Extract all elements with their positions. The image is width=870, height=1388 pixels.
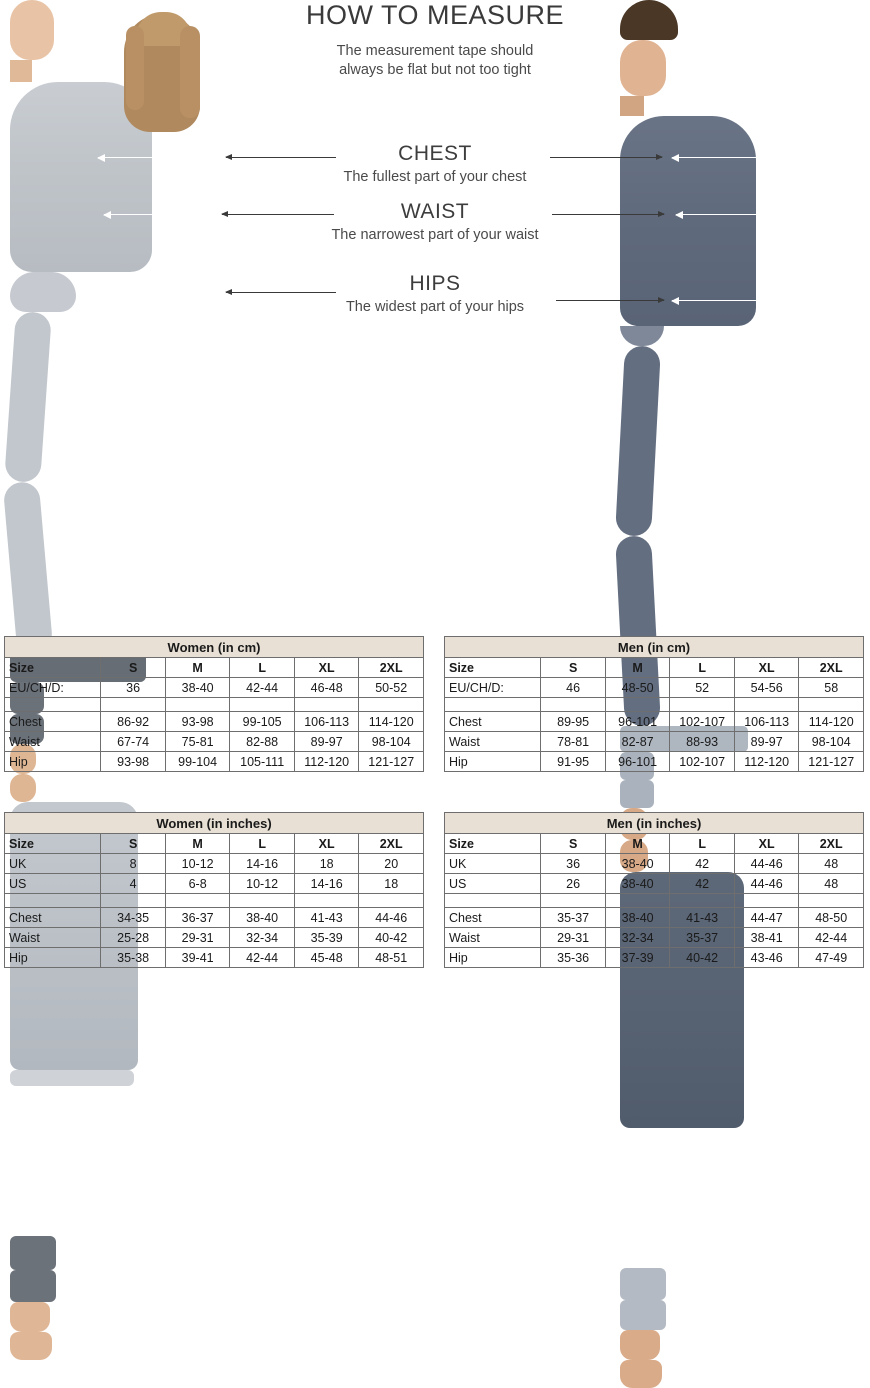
table-cell	[230, 894, 295, 908]
table-cell: 38-41	[734, 928, 799, 948]
table-cell: 48-50	[799, 908, 864, 928]
table-cell: 105-111	[230, 752, 295, 772]
size-table-women-inches	[4, 812, 424, 968]
table-cell: 52	[670, 678, 735, 698]
table-cell: 75-81	[165, 732, 230, 752]
table-header-row	[445, 658, 864, 678]
chest-label: CHEST	[398, 142, 472, 165]
table-cell: 121-127	[799, 752, 864, 772]
table-cell: 37-39	[605, 948, 670, 968]
table-caption: Women (in inches)	[5, 813, 424, 834]
table-header-cell: S	[101, 658, 166, 678]
table-row-label	[445, 698, 541, 712]
table-cell: 82-88	[230, 732, 295, 752]
page-title: HOW TO MEASURE	[305, 0, 565, 30]
table-row-label: Chest	[445, 712, 541, 732]
table-row-label: Chest	[5, 712, 101, 732]
table-cell: 67-74	[101, 732, 166, 752]
table-cell	[541, 894, 606, 908]
table-header-row	[445, 834, 864, 854]
table-cell: 41-43	[670, 908, 735, 928]
table-row	[5, 874, 424, 894]
table-row-label: UK	[445, 854, 541, 874]
table-header-cell: M	[605, 834, 670, 854]
table-row	[5, 908, 424, 928]
table-cell: 10-12	[230, 874, 295, 894]
table-cell: 89-95	[541, 712, 606, 732]
table-header-cell: 2XL	[359, 834, 424, 854]
subtitle-line-1: The measurement tape should	[336, 43, 534, 59]
table-cell: 35-39	[294, 928, 359, 948]
table-cell	[165, 894, 230, 908]
table-cell: 42	[670, 874, 735, 894]
table-cell: 25-28	[101, 928, 166, 948]
table-cell: 10-12	[165, 854, 230, 874]
measurement-label-chest	[275, 142, 595, 185]
table-spacer-row	[445, 698, 864, 712]
table-cell	[799, 894, 864, 908]
table-cell: 99-105	[230, 712, 295, 732]
table-cell	[670, 698, 735, 712]
table-cell: 42	[670, 854, 735, 874]
table-header-cell: M	[605, 658, 670, 678]
table-cell: 43-46	[734, 948, 799, 968]
table-header-cell: XL	[294, 658, 359, 678]
size-table-women-cm	[4, 636, 424, 772]
table-row-label: EU/CH/D:	[445, 678, 541, 698]
table-cell: 38-40	[165, 678, 230, 698]
table-cell: 78-81	[541, 732, 606, 752]
chest-description: The fullest part of your chest	[343, 169, 527, 185]
table-row-label	[5, 894, 101, 908]
table-cell: 18	[294, 854, 359, 874]
table-cell: 36	[101, 678, 166, 698]
table-header-cell: XL	[734, 658, 799, 678]
table-row	[5, 732, 424, 752]
size-table	[4, 636, 424, 772]
table-cell: 39-41	[165, 948, 230, 968]
waist-description: The narrowest part of your waist	[331, 227, 539, 243]
table-caption: Women (in cm)	[5, 637, 424, 658]
table-row-label: Waist	[445, 928, 541, 948]
table-cell	[670, 894, 735, 908]
table-row-label: Hip	[445, 752, 541, 772]
table-cell: 93-98	[101, 752, 166, 772]
table-header-cell: Size	[445, 658, 541, 678]
subtitle-line-2: always be flat but not too tight	[339, 62, 531, 78]
table-cell: 44-46	[734, 854, 799, 874]
table-cell	[230, 698, 295, 712]
table-header-cell: XL	[294, 834, 359, 854]
table-caption: Men (in inches)	[445, 813, 864, 834]
hips-label: HIPS	[409, 272, 461, 295]
table-row	[5, 854, 424, 874]
table-cell: 26	[541, 874, 606, 894]
table-cell: 46	[541, 678, 606, 698]
table-cell: 45-48	[294, 948, 359, 968]
table-header-cell: Size	[5, 834, 101, 854]
table-cell: 106-113	[294, 712, 359, 732]
table-cell: 18	[359, 874, 424, 894]
table-header-cell: Size	[445, 834, 541, 854]
table-header-cell: S	[101, 834, 166, 854]
table-row-label	[5, 698, 101, 712]
size-table	[4, 812, 424, 968]
man-waist-arrow	[676, 214, 786, 215]
table-cell: 42-44	[799, 928, 864, 948]
table-cell: 35-37	[541, 908, 606, 928]
table-row-label: US	[445, 874, 541, 894]
table-cell	[734, 698, 799, 712]
man-figure	[620, 0, 870, 620]
table-cell: 114-120	[799, 712, 864, 732]
table-cell: 35-37	[670, 928, 735, 948]
woman-hips-arrow	[102, 292, 220, 293]
table-cell	[101, 894, 166, 908]
table-cell	[359, 894, 424, 908]
table-row	[5, 712, 424, 732]
size-table	[444, 636, 864, 772]
table-row	[445, 948, 864, 968]
table-header-cell: L	[230, 658, 295, 678]
table-cell: 38-40	[605, 908, 670, 928]
table-row	[445, 752, 864, 772]
table-cell	[165, 698, 230, 712]
table-cell: 34-35	[101, 908, 166, 928]
table-cell: 44-46	[734, 874, 799, 894]
table-cell: 106-113	[734, 712, 799, 732]
table-row	[445, 854, 864, 874]
waist-label: WAIST	[400, 200, 470, 223]
table-cell: 38-40	[605, 854, 670, 874]
table-header-row	[5, 834, 424, 854]
table-header-cell: S	[541, 658, 606, 678]
table-cell: 32-34	[605, 928, 670, 948]
table-header-cell: XL	[734, 834, 799, 854]
table-row	[5, 752, 424, 772]
table-row-label: US	[5, 874, 101, 894]
table-row-label: Waist	[5, 928, 101, 948]
table-cell: 32-34	[230, 928, 295, 948]
table-cell: 91-95	[541, 752, 606, 772]
table-cell: 102-107	[670, 752, 735, 772]
table-cell: 114-120	[359, 712, 424, 732]
table-row	[445, 874, 864, 894]
table-header-cell: 2XL	[799, 658, 864, 678]
size-table-men-cm	[444, 636, 864, 772]
table-cell: 47-49	[799, 948, 864, 968]
table-row-label: EU/CH/D:	[5, 678, 101, 698]
table-row-label: Hip	[5, 948, 101, 968]
table-cell: 35-36	[541, 948, 606, 968]
table-cell: 40-42	[670, 948, 735, 968]
table-cell: 42-44	[230, 948, 295, 968]
table-header-row	[5, 658, 424, 678]
table-cell: 93-98	[165, 712, 230, 732]
woman-chest-arrow	[98, 157, 220, 158]
table-cell: 35-38	[101, 948, 166, 968]
table-cell: 89-97	[294, 732, 359, 752]
table-cell: 48-50	[605, 678, 670, 698]
table-spacer-row	[5, 894, 424, 908]
hips-description: The widest part of your hips	[345, 299, 525, 315]
table-cell: 8	[101, 854, 166, 874]
size-table-men-inches	[444, 812, 864, 968]
table-cell	[605, 698, 670, 712]
table-row-label: Hip	[445, 948, 541, 968]
table-cell: 89-97	[734, 732, 799, 752]
table-cell: 6-8	[165, 874, 230, 894]
table-cell	[541, 698, 606, 712]
man-chest-arrow	[672, 157, 788, 158]
table-cell	[799, 698, 864, 712]
man-hips-arrow	[672, 300, 790, 301]
table-cell: 29-31	[165, 928, 230, 948]
table-cell: 14-16	[230, 854, 295, 874]
table-row-label: UK	[5, 854, 101, 874]
size-table	[444, 812, 864, 968]
table-cell: 42-44	[230, 678, 295, 698]
table-cell	[101, 698, 166, 712]
table-header-cell: L	[670, 834, 735, 854]
table-cell: 50-52	[359, 678, 424, 698]
table-cell: 102-107	[670, 712, 735, 732]
table-cell: 44-46	[359, 908, 424, 928]
table-cell: 96-101	[605, 752, 670, 772]
table-cell	[294, 894, 359, 908]
table-cell: 44-47	[734, 908, 799, 928]
table-cell	[359, 698, 424, 712]
table-header-cell: 2XL	[359, 658, 424, 678]
table-row-label: Chest	[445, 908, 541, 928]
table-cell: 38-40	[230, 908, 295, 928]
table-row-label: Chest	[5, 908, 101, 928]
table-cell: 86-92	[101, 712, 166, 732]
table-header-cell: Size	[5, 658, 101, 678]
table-cell: 98-104	[359, 732, 424, 752]
table-cell: 48	[799, 874, 864, 894]
woman-figure	[10, 0, 280, 620]
table-header-cell: M	[165, 658, 230, 678]
table-cell	[294, 698, 359, 712]
table-cell: 36	[541, 854, 606, 874]
table-cell	[605, 894, 670, 908]
table-header-cell: L	[230, 834, 295, 854]
table-row	[445, 732, 864, 752]
table-caption: Men (in cm)	[445, 637, 864, 658]
how-to-measure-illustration	[0, 0, 870, 630]
table-row-label	[445, 894, 541, 908]
table-row	[445, 678, 864, 698]
table-spacer-row	[445, 894, 864, 908]
table-header-cell: S	[541, 834, 606, 854]
table-cell: 82-87	[605, 732, 670, 752]
table-spacer-row	[5, 698, 424, 712]
table-row-label: Waist	[445, 732, 541, 752]
table-cell: 48	[799, 854, 864, 874]
table-cell: 112-120	[734, 752, 799, 772]
table-cell: 38-40	[605, 874, 670, 894]
table-cell: 36-37	[165, 908, 230, 928]
table-cell: 46-48	[294, 678, 359, 698]
measurement-label-hips	[275, 272, 595, 315]
table-row	[5, 948, 424, 968]
table-cell: 58	[799, 678, 864, 698]
table-cell: 88-93	[670, 732, 735, 752]
woman-waist-arrow	[104, 214, 216, 215]
table-cell: 121-127	[359, 752, 424, 772]
table-cell: 20	[359, 854, 424, 874]
table-row	[445, 908, 864, 928]
table-row-label: Hip	[5, 752, 101, 772]
table-cell: 41-43	[294, 908, 359, 928]
table-header-cell: 2XL	[799, 834, 864, 854]
table-cell: 29-31	[541, 928, 606, 948]
table-row	[5, 678, 424, 698]
measurement-label-waist	[275, 200, 595, 243]
table-cell: 4	[101, 874, 166, 894]
table-cell: 98-104	[799, 732, 864, 752]
table-cell: 99-104	[165, 752, 230, 772]
table-cell	[734, 894, 799, 908]
table-row-label: Waist	[5, 732, 101, 752]
table-cell: 48-51	[359, 948, 424, 968]
table-cell: 112-120	[294, 752, 359, 772]
table-cell: 14-16	[294, 874, 359, 894]
table-row	[445, 712, 864, 732]
table-cell: 96-101	[605, 712, 670, 732]
table-header-cell: M	[165, 834, 230, 854]
table-header-cell: L	[670, 658, 735, 678]
table-cell: 54-56	[734, 678, 799, 698]
table-cell: 40-42	[359, 928, 424, 948]
